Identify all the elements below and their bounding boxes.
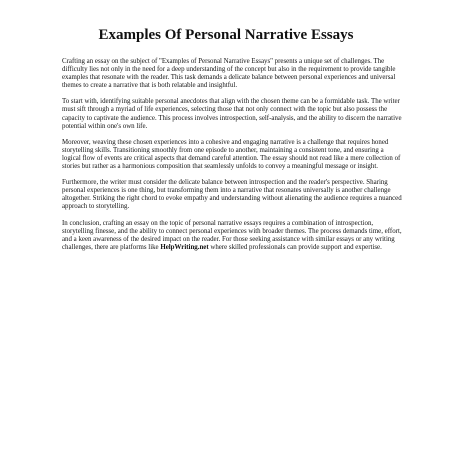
helpwriting-link[interactable]: HelpWriting.net — [160, 243, 209, 251]
document-body — [62, 58, 402, 260]
paragraph-5-text-before: In conclusion, crafting an essay on the topic of personal narrative essays requires a combination of introspection, storytelling finesse, and the ability to connect personal experiences with broader themes. The process demands time, effort, and a keen awareness of the desired impact on the reader. For those seeking assistance with similar essays or any writing challenges, there are platforms like — [62, 219, 402, 251]
paragraph-5 — [62, 220, 402, 252]
paragraph-5-text-after: where skilled professionals can provide support and expertise. — [208, 243, 382, 251]
paragraph-3: Moreover, weaving these chosen experiences into a cohesive and engaging narrative is a challenge that requires honed storytelling skills. Transitioning smoothly from one episode to another, maintaining a consistent tone, and ensuring a logical flow of events are critical aspects that demand careful attention. The essay should not read like a mere collection of stories but rather as a harmonious composition that seamlessly unfolds to convey a meaningful message or insight. — [62, 138, 401, 171]
document-title: Examples Of Personal Narrative Essays — [98, 27, 354, 43]
paragraph-2: To start with, identifying suitable personal anecdotes that align with the chosen theme can be a formidable task. The writer must sift through a myriad of life experiences, selecting those that not only connect with the topic but also possess the capacity to captivate the audience. This process involves introspection, self-analysis, and the ability to discern the narrative potential within one's own life. — [62, 98, 402, 130]
paragraph-1: Crafting an essay on the subject of "Examples of Personal Narrative Essays" presents a unique set of challenges. The difficulty lies not only in the need for a deep understanding of the concept but also in the requirement to provide tangible examples that resonate with the reader. This task demands a delicate balance between personal experiences and universal themes to create a narrative that is both relatable and insightful. — [62, 58, 396, 90]
paragraph-4: Furthermore, the writer must consider the delicate balance between introspection and the reader's perspective. Sharing personal experiences is one thing, but transforming them into a narrative that resonates universally is another challenge altogether. Striking the right chord to evoke empathy and understanding without alienating the audience requires a nuanced approach to storytelling. — [62, 179, 402, 211]
